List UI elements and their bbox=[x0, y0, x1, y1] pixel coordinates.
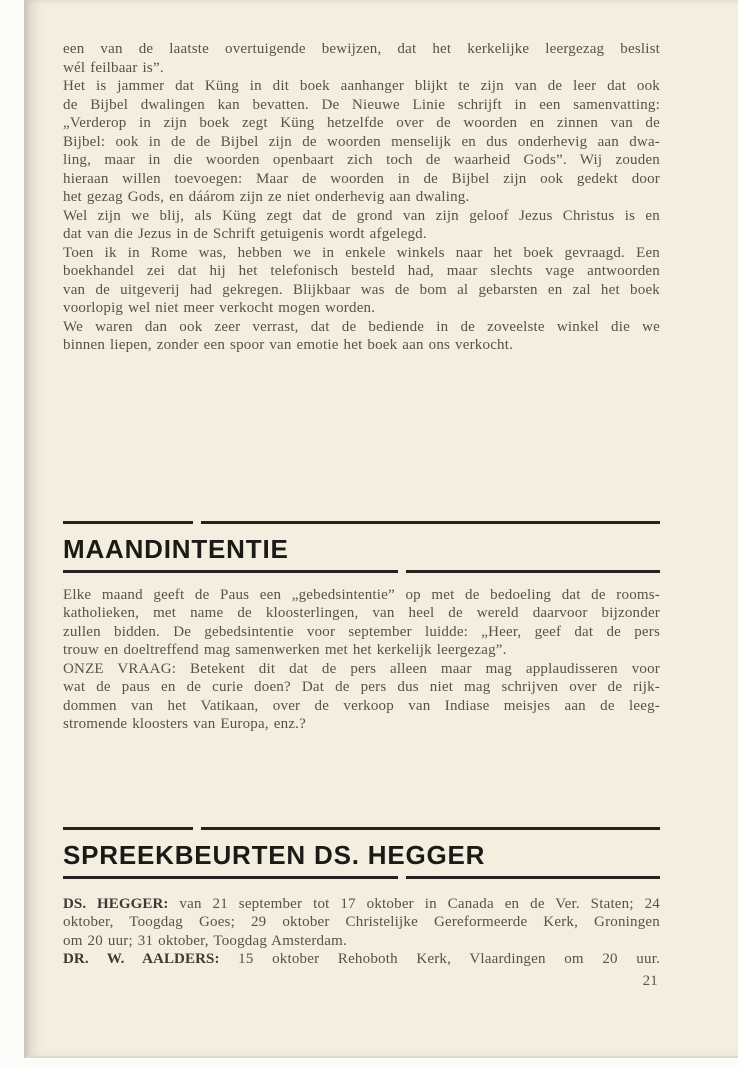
entry-text: 15 oktober Rehoboth Kerk, Vlaardingen om 20 uur. bbox=[238, 951, 661, 967]
intro-paragraph bbox=[63, 77, 660, 207]
text-line: wat de paus en de curie doen? Dat de pers dus niet mag schrijven over de rijk- bbox=[63, 679, 660, 695]
heading-rule-top bbox=[63, 827, 660, 830]
intro-paragraph bbox=[63, 244, 660, 318]
section-heading-spreekbeurten: SPREEKBEURTEN DS. HEGGER bbox=[63, 839, 486, 870]
text-line: wél feilbaar is”. bbox=[63, 59, 164, 76]
heading-rule-bottom bbox=[63, 876, 660, 879]
rule-segment bbox=[63, 876, 398, 879]
text-line: trouw en doeltreffend mag samenwerken met het kerkelijk leergezag”. bbox=[63, 642, 507, 658]
entry-label: DS. HEGGER: bbox=[63, 895, 169, 912]
rule-segment bbox=[201, 521, 660, 524]
section-maandintentie bbox=[63, 521, 660, 734]
rule-segment bbox=[63, 521, 193, 524]
section-paragraph bbox=[63, 586, 660, 660]
text-line: Het is jammer dat Küng in dit boek aanhanger blijkt te zijn van de leer dat ook bbox=[63, 78, 660, 94]
text-line: „Verderop in zijn boek zegt Küng hetzelfde over de woorden en zinnen van de bbox=[63, 115, 660, 131]
text-line: dommen van het Vatikaan, over de verkoop van Indiase meisjes aan de leeg- bbox=[63, 697, 660, 714]
text-line: We waren dan ook zeer verrast, dat de bediende in de zoveelste winkel die we bbox=[63, 318, 660, 335]
section-spreekbeurten bbox=[63, 827, 660, 969]
text-line: boekhandel zei dat hij het telefonisch besteld had, maar slechts vage antwoorden bbox=[63, 263, 660, 279]
list-item bbox=[63, 950, 660, 969]
rule-segment bbox=[63, 570, 398, 573]
page-paper bbox=[24, 0, 738, 1058]
text-line: ONZE VRAAG: Betekent dit dat de pers alleen maar mag applaudisseren voor bbox=[63, 660, 660, 677]
text-line: om 20 uur; 31 oktober, Toogdag Amsterdam. bbox=[63, 932, 347, 949]
text-line: zullen bidden. De gebedsintentie voor september luidde: „Heer, geef dat de pers bbox=[63, 623, 660, 640]
rule-segment bbox=[63, 827, 193, 830]
text-line: Wel zijn we blij, als Küng zegt dat de grond van zijn geloof Jezus Christus is en bbox=[63, 207, 660, 224]
intro-paragraph bbox=[63, 318, 660, 355]
text-line: een van de laatste overtuigende bewijzen, dat het kerkelijke leergezag beslist bbox=[63, 41, 660, 57]
section-paragraph bbox=[63, 660, 660, 734]
text-line: dat van die Jezus in de Schrift getuigenis wordt afgelegd. bbox=[63, 226, 427, 242]
text-line: katholieken, met name de kloosterlingen, van heel de wereld daarvoor bijzonder bbox=[63, 605, 660, 621]
text-line: stromende kloosters van Europa, enz.? bbox=[63, 716, 306, 732]
rule-segment bbox=[406, 570, 660, 573]
text-line: voorlopig wel niet meer verkocht mogen worden. bbox=[63, 300, 376, 316]
section-heading-maandintentie: MAANDINTENTIE bbox=[63, 533, 289, 564]
rule-segment bbox=[201, 827, 660, 830]
intro-paragraph bbox=[63, 207, 660, 244]
heading-rule-bottom bbox=[63, 570, 660, 573]
text-line bbox=[63, 950, 660, 969]
text-line bbox=[63, 895, 660, 914]
text-line: Toen ik in Rome was, hebben we in enkele winkels naar het boek gevraagd. Een bbox=[63, 244, 660, 261]
entry-label: DR. W. AALDERS: bbox=[63, 951, 220, 967]
text-line: Bijbel: ook in de de Bijbel zijn de woorden menselijk en dus onderhevig aan dwa- bbox=[63, 133, 660, 150]
intro-paragraph bbox=[63, 40, 660, 77]
page-number: 21 bbox=[642, 972, 658, 989]
page-content bbox=[63, 0, 660, 990]
text-line: ling, maar in die woorden openbaart zich toch de waarheid Gods”. Wij zouden bbox=[63, 152, 660, 168]
text-line: het gezag Gods, en dáárom zijn ze niet onderhevig aan dwaling. bbox=[63, 189, 470, 205]
heading-rule-top bbox=[63, 521, 660, 524]
list-item bbox=[63, 895, 660, 951]
rule-segment bbox=[406, 876, 660, 879]
text-line: hieraan willen toevoegen: Maar de woorden in de Bijbel zijn ook gedekt door bbox=[63, 170, 660, 187]
text-line: oktober, Toogdag Goes; 29 oktober Christelijke Gereformeerde Kerk, Groningen bbox=[63, 914, 660, 930]
speaking-engagements-list bbox=[63, 895, 660, 969]
text-line: de Bijbel dwalingen kan bevatten. De Nieuwe Linie schrijft in een samenvatting: bbox=[63, 96, 660, 113]
text-line: Elke maand geeft de Paus een „gebedsintentie” op met de bedoeling dat de rooms- bbox=[63, 586, 660, 603]
entry-text: van 21 september tot 17 oktober in Canada en de Ver. Staten; 24 bbox=[179, 895, 660, 912]
text-line: van de uitgeverij had gekregen. Blijkbaar was de bom al gebarsten en zal het boek bbox=[63, 281, 660, 298]
text-line: binnen liepen, zonder een spoor van emotie het boek aan ons verkocht. bbox=[63, 337, 514, 353]
